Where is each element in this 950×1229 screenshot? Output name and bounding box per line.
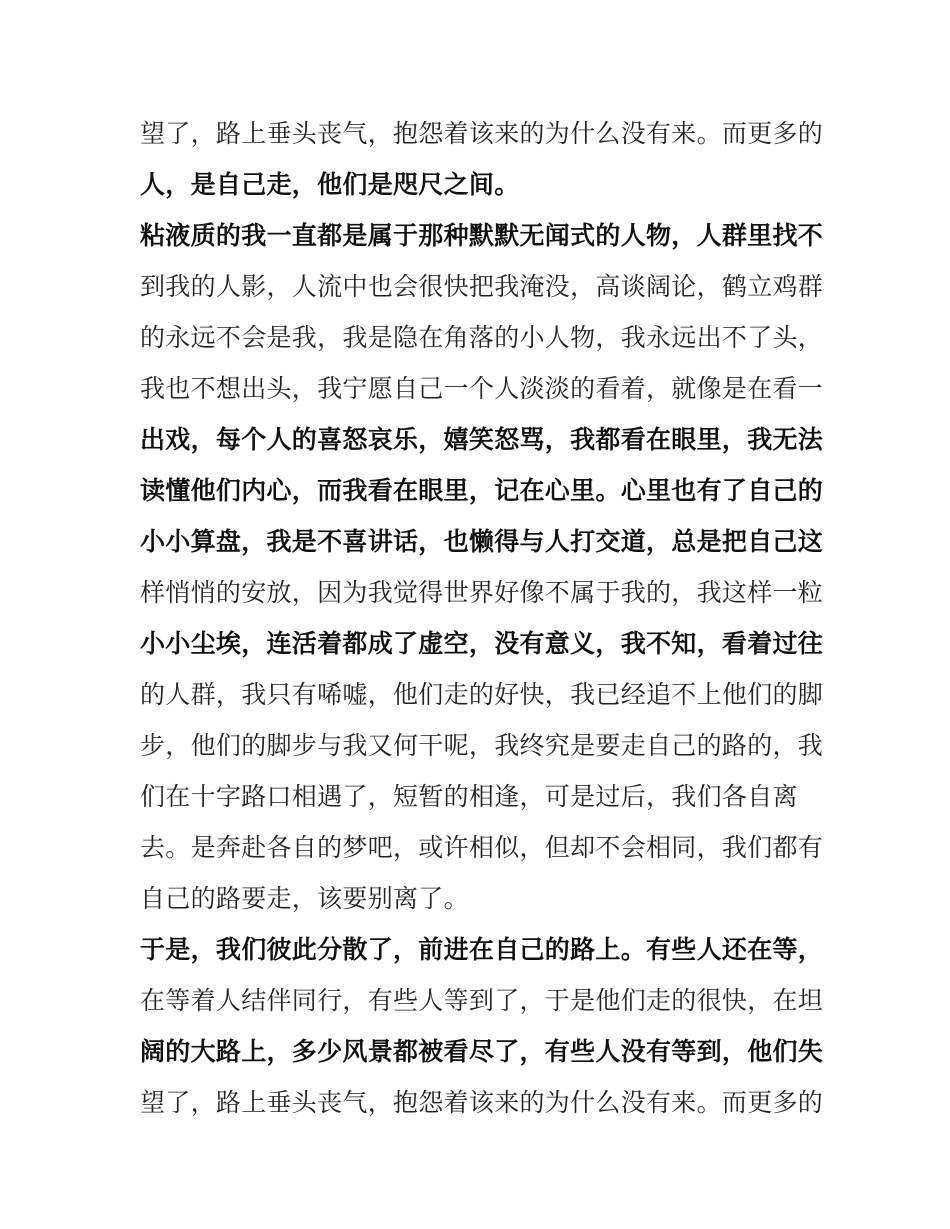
text-line: 望了，路上垂头丧气，抱怨着该来的为什么没有来。而更多的 bbox=[140, 119, 824, 148]
text-line: 到我的人影，人流中也会很快把我淹没，高谈阔论，鹤立鸡群 bbox=[140, 272, 824, 301]
text-line: 小小算盘，我是不喜讲话，也懒得与人打交道，总是把自己这 bbox=[140, 527, 824, 556]
text-line: 阔的大路上，多少风景都被看尽了，有些人没有等到，他们失 bbox=[140, 1037, 824, 1066]
text-line: 去。是奔赴各自的梦吧，或许相似，但却不会相同，我们都有 bbox=[140, 833, 824, 862]
body-text bbox=[140, 108, 824, 1128]
text-line: 出戏，每个人的喜怒哀乐，嬉笑怒骂，我都看在眼里，我无法 bbox=[140, 425, 824, 454]
text-line: 人，是自己走，他们是咫尺之间。 bbox=[140, 170, 520, 199]
text-line: 在等着人结伴同行，有些人等到了，于是他们走的很快，在坦 bbox=[140, 986, 824, 1015]
text-line: 于是，我们彼此分散了，前进在自己的路上。有些人还在等， bbox=[140, 935, 824, 964]
text-line: 自己的路要走，该要别离了。 bbox=[140, 884, 469, 913]
text-line: 样悄悄的安放，因为我觉得世界好像不属于我的，我这样一粒 bbox=[140, 578, 824, 607]
text-line: 步，他们的脚步与我又何干呢，我终究是要走自己的路的，我 bbox=[140, 731, 824, 760]
text-line: 我也不想出头，我宁愿自己一个人淡淡的看着，就像是在看一 bbox=[140, 374, 824, 403]
text-line: 读懂他们内心，而我看在眼里，记在心里。心里也有了自己的 bbox=[140, 476, 824, 505]
text-line: 的永远不会是我，我是隐在角落的小人物，我永远出不了头， bbox=[140, 323, 824, 352]
text-line: 粘液质的我一直都是属于那种默默无闻式的人物，人群里找不 bbox=[140, 221, 824, 250]
text-line: 望了，路上垂头丧气，抱怨着该来的为什么没有来。而更多的 bbox=[140, 1088, 824, 1117]
text-line: 小小尘埃，连活着都成了虚空，没有意义，我不知，看着过往 bbox=[140, 629, 824, 658]
text-line: 的人群，我只有唏嘘，他们走的好快，我已经追不上他们的脚 bbox=[140, 680, 824, 709]
text-line: 们在十字路口相遇了，短暂的相逢，可是过后，我们各自离 bbox=[140, 782, 798, 811]
